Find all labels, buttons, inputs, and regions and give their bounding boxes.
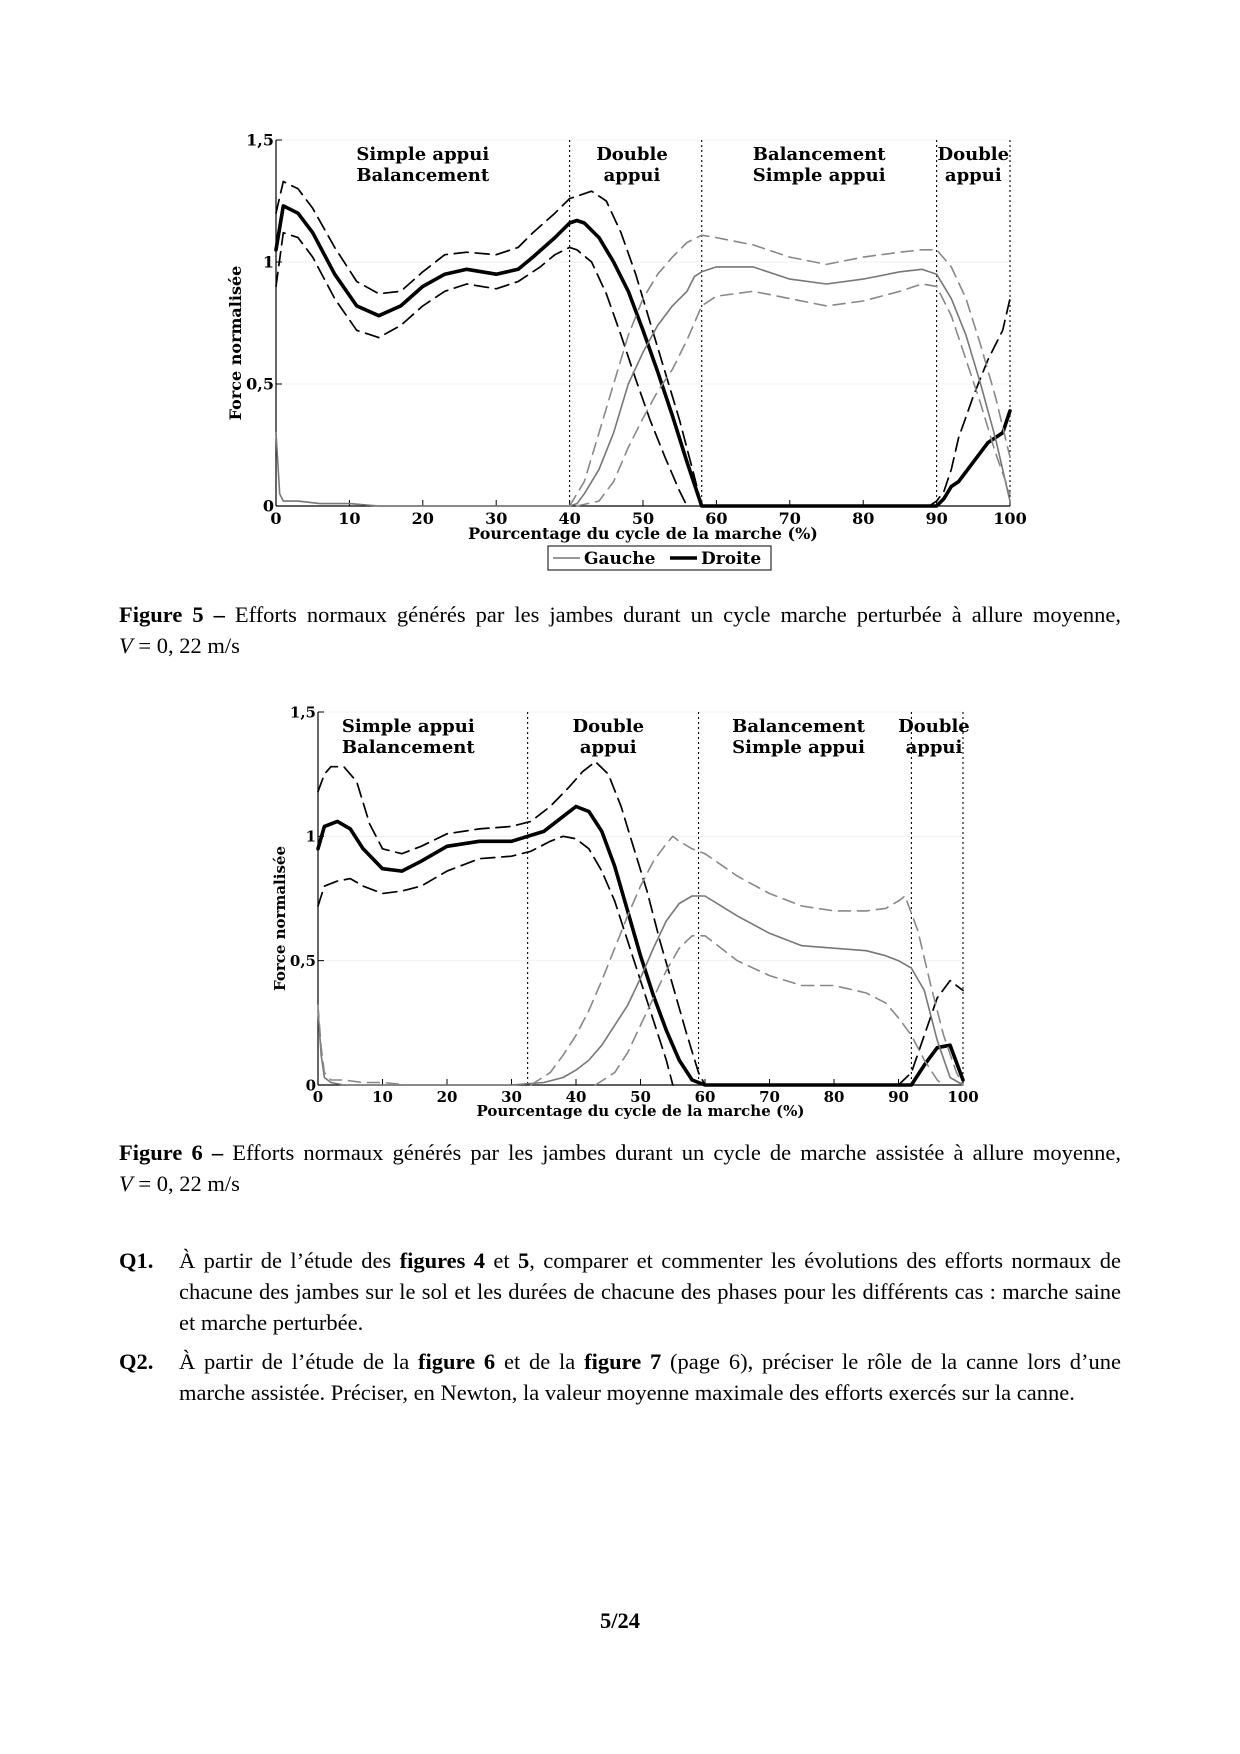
question-text-run: (page 6), préciser le rôle de la canne lors d’une marche assistée. Préciser, en Newton, la valeur moyenne maximale des efforts exercés sur la canne. (179, 1349, 1122, 1405)
phase-label: Balancement (341, 737, 475, 758)
x-tick-label: 80 (823, 1088, 845, 1106)
phase-label: Balancement (732, 716, 865, 737)
x-tick-label: 0 (270, 509, 282, 528)
speed-value: = 0, 22 m/s (138, 633, 240, 658)
x-tick-label: 100 (993, 509, 1027, 528)
question-text-run: À partir de l’étude des (179, 1248, 400, 1273)
x-axis-label: Pourcentage du cycle de la marche (%) (476, 1101, 805, 1120)
question-2 (119, 1346, 1121, 1408)
legend-label-droite: Droite (701, 549, 762, 569)
question-1-text (179, 1245, 1121, 1338)
phase-label: Double (937, 144, 1010, 165)
series-line-left-mean (318, 896, 963, 1085)
question-text-run: et (485, 1248, 519, 1273)
phase-label: Balancement (356, 165, 490, 186)
phase-label: appui (905, 737, 963, 758)
series-line-right-band (899, 981, 964, 1085)
figure-5-chart (0, 110, 1240, 580)
figure-6-chart (0, 680, 1240, 1120)
figure-6-speed-formula (119, 1171, 240, 1196)
y-tick-label: 1,5 (289, 703, 316, 722)
x-tick-label: 20 (436, 1088, 458, 1106)
y-tick-label: 0,5 (289, 951, 316, 970)
phase-label: Double (572, 716, 645, 737)
y-tick-label: 0,5 (246, 374, 274, 394)
x-tick-label: 40 (558, 509, 581, 528)
x-tick-label: 100 (947, 1088, 979, 1106)
question-text-run: figure 7 (584, 1349, 662, 1374)
question-1 (119, 1245, 1121, 1338)
y-tick-label: 0 (305, 1076, 316, 1095)
x-tick-label: 80 (852, 509, 875, 528)
y-axis-label: Force normalisée (271, 846, 289, 991)
x-tick-label: 70 (759, 1088, 780, 1106)
y-tick-label: 1,5 (246, 130, 274, 150)
x-tick-label: 50 (631, 509, 655, 528)
x-tick-label: 0 (312, 1088, 324, 1106)
figure-5-caption (119, 599, 1121, 661)
x-tick-label: 60 (705, 509, 728, 528)
page-number: 5/24 (599, 1608, 640, 1633)
x-tick-label: 50 (630, 1088, 651, 1106)
figure-6-caption (119, 1137, 1121, 1199)
phase-label: Simple appui (356, 144, 490, 165)
series-line-right-mean (276, 206, 1010, 506)
question-text-run: À partir de l’étude de la (179, 1349, 419, 1374)
series-line-right-band (276, 182, 702, 507)
x-tick-label: 10 (372, 1088, 393, 1106)
x-tick-label: 90 (925, 509, 948, 528)
phase-label: Balancement (752, 144, 886, 165)
phase-label: Simple appui (341, 716, 475, 737)
question-1-label: Q1. (119, 1248, 154, 1273)
phase-label: Double (898, 716, 970, 737)
y-tick-label: 1 (262, 252, 274, 272)
series-line-right-band (318, 762, 705, 1085)
phase-label: Double (596, 144, 668, 165)
y-tick-label: 0 (262, 496, 274, 516)
x-tick-label: 70 (778, 509, 801, 528)
x-axis-label: Pourcentage du cycle de la marche (%) (468, 523, 818, 543)
series-line-right-band (276, 233, 687, 506)
phase-label: Simple appui (752, 165, 886, 186)
phase-label: appui (603, 165, 661, 186)
phase-label: appui (579, 737, 637, 758)
x-tick-label: 30 (501, 1088, 522, 1106)
legend-label-gauche: Gauche (584, 549, 656, 569)
question-text-run: figures 4 (399, 1248, 486, 1273)
x-tick-label: 40 (565, 1088, 587, 1106)
figure-5-label: Figure 5 – (119, 602, 225, 627)
speed-variable: V (119, 1171, 133, 1196)
question-text-run: et de la (495, 1349, 585, 1374)
series-line-right-band (929, 299, 1010, 506)
x-tick-label: 30 (485, 509, 508, 528)
figure-6-label: Figure 6 – (119, 1140, 224, 1165)
y-axis-label: Force normalisée (225, 265, 245, 421)
figure-6-caption-text: Efforts normaux générés par les jambes durant un cycle de marche assistée à allure moyenne, (232, 1140, 1122, 1165)
question-text-run: figure 6 (418, 1349, 496, 1374)
question-text-run: , comparer et commenter les évolutions des efforts normaux de chacune des jambes sur le sol et les durées de chacune des phases pour les différents cas : marche saine et marche perturbée. (179, 1248, 1121, 1335)
speed-variable: V (119, 633, 133, 658)
x-tick-label: 90 (888, 1088, 909, 1106)
question-2-label: Q2. (119, 1349, 154, 1374)
phase-label: Simple appui (732, 737, 865, 758)
x-tick-label: 20 (411, 509, 434, 528)
question-text-run: 5 (518, 1248, 530, 1273)
series-line-left-band (318, 1005, 408, 1085)
speed-value: = 0, 22 m/s (138, 1171, 240, 1196)
y-tick-label: 1 (305, 827, 316, 846)
figure-5-caption-text: Efforts normaux générés par les jambes durant un cycle marche perturbée à allure moyenne, (234, 602, 1122, 627)
figure-5-speed-formula (119, 633, 240, 658)
series-line-left-mean (276, 267, 1010, 506)
phase-label: appui (944, 165, 1002, 186)
x-tick-label: 10 (338, 509, 361, 528)
x-tick-label: 60 (694, 1088, 716, 1106)
question-2-text (179, 1346, 1121, 1408)
